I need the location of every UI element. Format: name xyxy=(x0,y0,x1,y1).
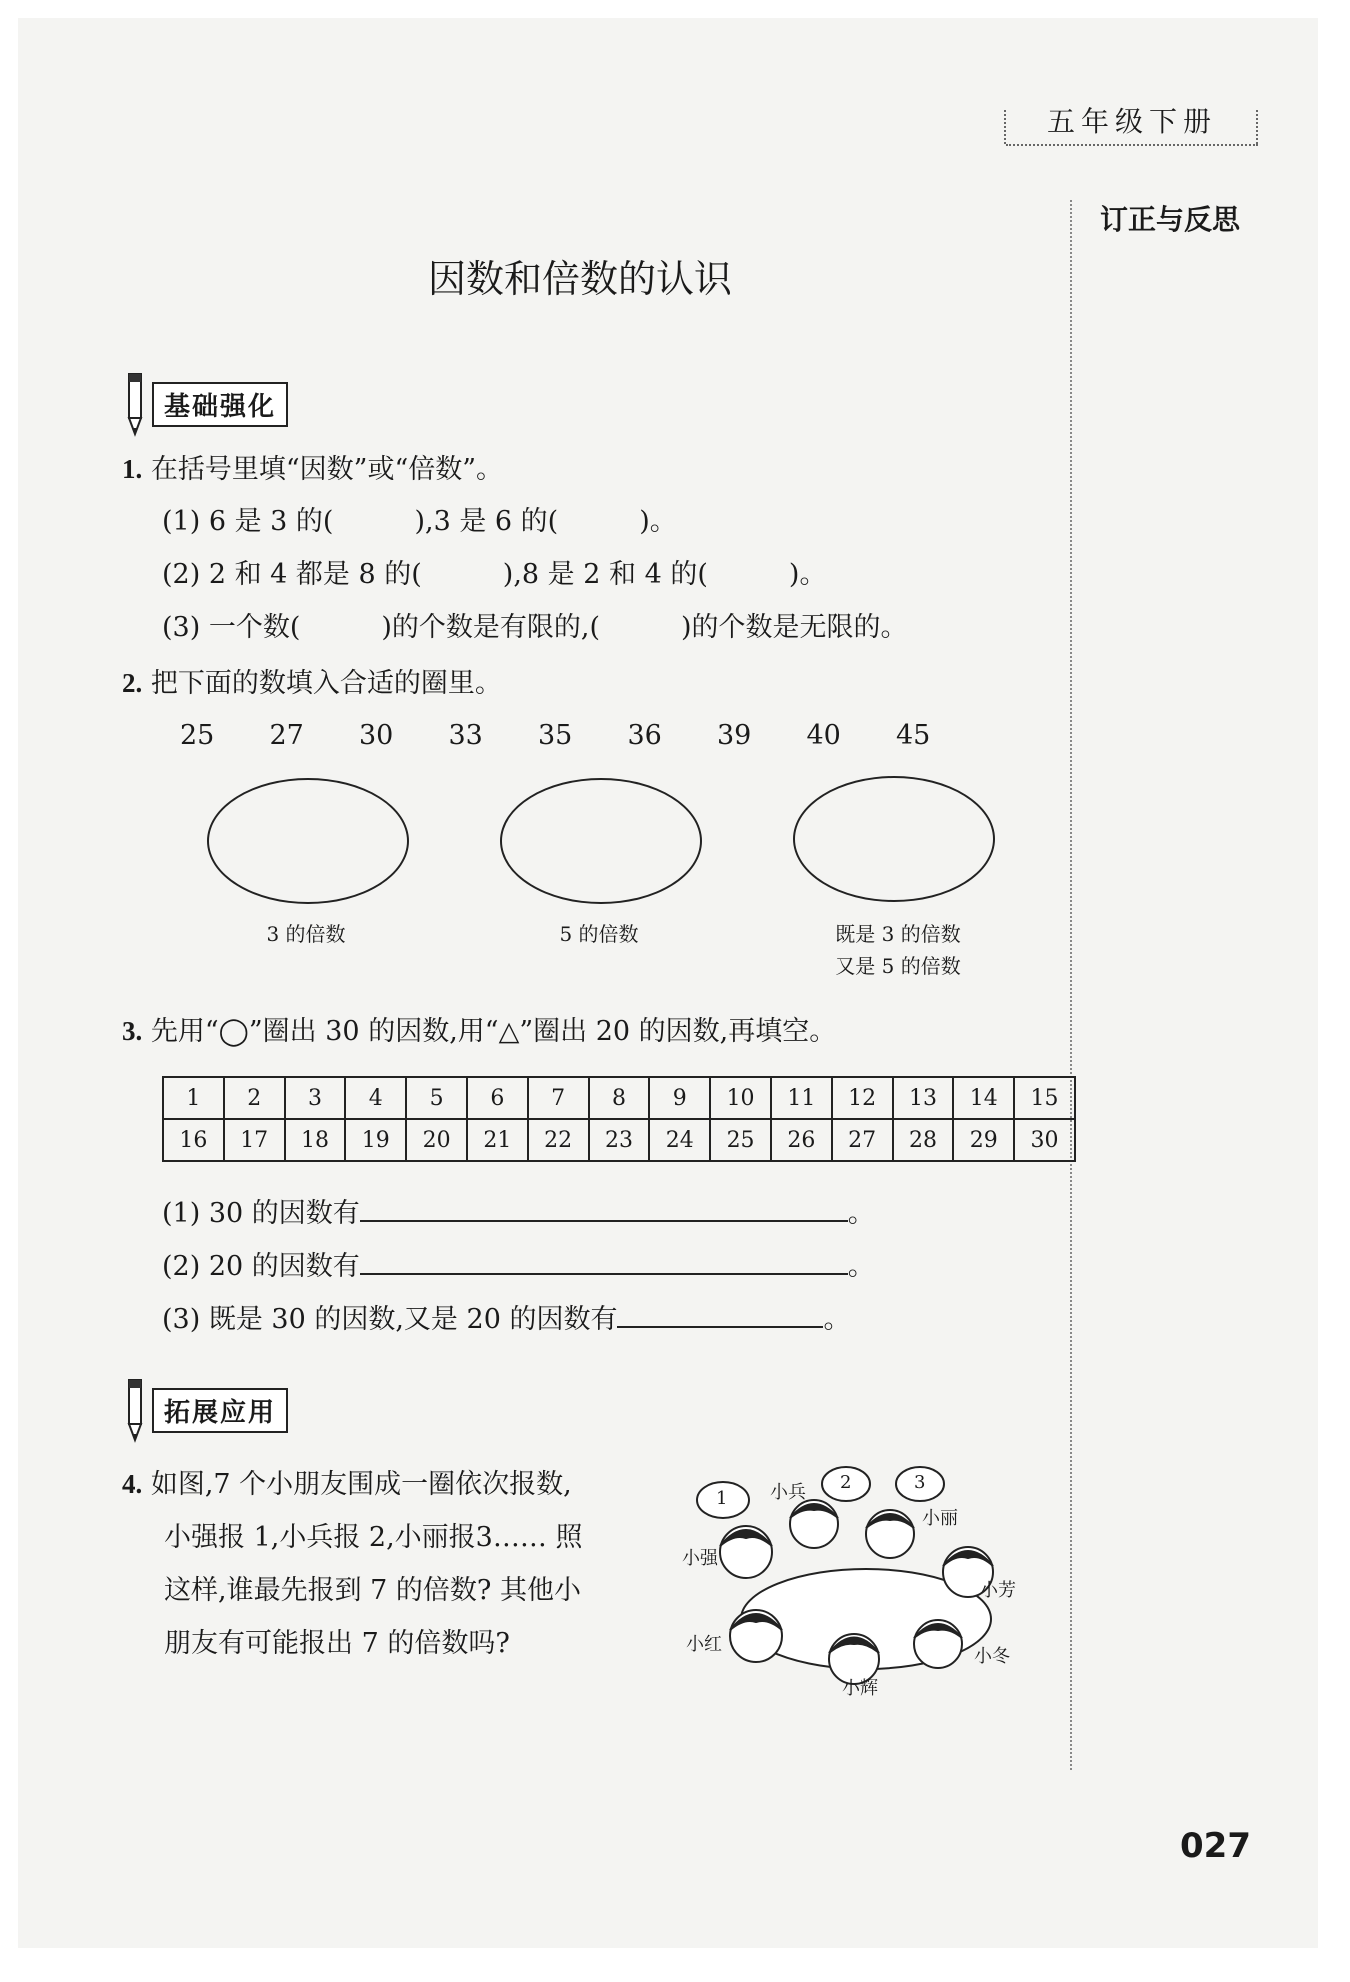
kid-label-hong: 小红 xyxy=(686,1634,722,1655)
grid-cell[interactable]: 8 xyxy=(589,1077,650,1119)
number-item: 45 xyxy=(896,720,931,751)
question-number: 4. xyxy=(122,1469,143,1499)
number-item: 40 xyxy=(806,720,841,751)
section-header-extended xyxy=(122,1390,288,1430)
children-circle-illustration xyxy=(676,1454,1046,1699)
question-4-text xyxy=(122,1458,582,1670)
number-item: 35 xyxy=(538,720,573,751)
question-4-line xyxy=(122,1458,582,1511)
grid-cell[interactable]: 26 xyxy=(771,1119,832,1161)
question-4-line: 小强报 1,小兵报 2,小丽报3…… 照 xyxy=(164,1522,583,1553)
question-4-line: 朋友有可能报出 7 的倍数吗? xyxy=(164,1628,510,1659)
grid-cell[interactable]: 24 xyxy=(649,1119,710,1161)
question-3-item-3 xyxy=(162,1298,850,1339)
kid-label-bing: 小兵 xyxy=(770,1482,806,1503)
fill-prompt: (3) 既是 30 的因数,又是 20 的因数有 xyxy=(162,1304,618,1335)
circle-multiples-of-3[interactable] xyxy=(207,778,409,904)
grid-cell[interactable]: 27 xyxy=(832,1119,893,1161)
section-label-basic: 基础强化 xyxy=(152,382,288,427)
question-text: 在括号里填“因数”或“倍数”。 xyxy=(150,454,504,485)
number-list xyxy=(180,720,986,751)
grade-label: 五年级下册 xyxy=(1006,96,1258,146)
question-text: 先用“◯”圈出 30 的因数,用“△”圈出 20 的因数,再填空。 xyxy=(150,1016,837,1047)
answer-blank[interactable] xyxy=(617,1298,823,1328)
grid-cell[interactable]: 16 xyxy=(163,1119,224,1161)
grid-cell[interactable]: 2 xyxy=(224,1077,285,1119)
question-1-item-3: (3) 一个数( )的个数是有限的,( )的个数是无限的。 xyxy=(162,612,908,643)
question-2-prompt xyxy=(122,664,502,703)
section-label-extended: 拓展应用 xyxy=(152,1388,288,1433)
grid-cell[interactable]: 18 xyxy=(285,1119,346,1161)
grid-cell[interactable]: 29 xyxy=(953,1119,1014,1161)
grid-cell[interactable]: 22 xyxy=(528,1119,589,1161)
grid-cell[interactable]: 1 xyxy=(163,1077,224,1119)
circle-caption-5: 5 的倍数 xyxy=(559,922,639,946)
kid-label-fang: 小芳 xyxy=(980,1580,1016,1601)
grid-cell[interactable]: 12 xyxy=(832,1077,893,1119)
number-item: 25 xyxy=(180,720,215,751)
question-4-line: 这样,谁最先报到 7 的倍数? 其他小 xyxy=(164,1575,581,1606)
number-item: 39 xyxy=(717,720,752,751)
grid-row-1 xyxy=(163,1077,1075,1119)
kid-label-hui: 小辉 xyxy=(842,1678,878,1699)
grid-cell[interactable]: 10 xyxy=(710,1077,771,1119)
grid-cell[interactable]: 17 xyxy=(224,1119,285,1161)
page-title: 因数和倍数的认识 xyxy=(427,257,732,301)
period: 。 xyxy=(823,1304,851,1335)
grid-cell[interactable]: 7 xyxy=(528,1077,589,1119)
grid-cell[interactable]: 6 xyxy=(467,1077,528,1119)
question-text: 把下面的数填入合适的圈里。 xyxy=(150,668,502,699)
kid-label-li: 小丽 xyxy=(922,1508,958,1529)
kid-label-qiang: 小强 xyxy=(682,1548,718,1569)
pencil-icon xyxy=(122,370,148,438)
grid-cell[interactable]: 3 xyxy=(285,1077,346,1119)
pencil-icon xyxy=(122,1376,148,1444)
grid-cell[interactable]: 25 xyxy=(710,1119,771,1161)
grid-cell[interactable]: 20 xyxy=(406,1119,467,1161)
grid-cell[interactable]: 21 xyxy=(467,1119,528,1161)
period: 。 xyxy=(847,1198,875,1229)
question-1-item-1: (1) 6 是 3 的( ),3 是 6 的( )。 xyxy=(162,506,677,537)
question-3-item-1 xyxy=(162,1192,875,1233)
bubble-3: 3 xyxy=(914,1472,926,1493)
question-3-prompt xyxy=(122,1012,836,1051)
question-3-item-2 xyxy=(162,1245,875,1286)
kid-label-dong: 小冬 xyxy=(974,1646,1010,1667)
grid-cell[interactable]: 4 xyxy=(345,1077,406,1119)
fill-prompt: (1) 30 的因数有 xyxy=(162,1198,360,1229)
section-header-basic xyxy=(122,384,288,424)
grid-cell[interactable]: 19 xyxy=(345,1119,406,1161)
text-line: 如图,7 个小朋友围成一圈依次报数, xyxy=(150,1469,572,1500)
grid-cell[interactable]: 14 xyxy=(953,1077,1014,1119)
grid-cell[interactable]: 15 xyxy=(1014,1077,1075,1119)
page-number: 027 xyxy=(1180,1826,1251,1866)
margin-divider xyxy=(1070,200,1072,1770)
question-number: 3. xyxy=(122,1016,143,1046)
answer-blank[interactable] xyxy=(360,1245,848,1275)
grid-row-2 xyxy=(163,1119,1075,1161)
period: 。 xyxy=(847,1251,875,1282)
number-item: 36 xyxy=(627,720,662,751)
number-grid xyxy=(162,1076,1076,1162)
answer-blank[interactable] xyxy=(360,1192,848,1222)
question-1-prompt xyxy=(122,450,503,489)
grid-cell[interactable]: 5 xyxy=(406,1077,467,1119)
grid-cell[interactable]: 23 xyxy=(589,1119,650,1161)
fill-prompt: (2) 20 的因数有 xyxy=(162,1251,360,1282)
grid-cell[interactable]: 28 xyxy=(893,1119,954,1161)
grid-cell[interactable]: 30 xyxy=(1014,1119,1075,1161)
grade-box-left-border xyxy=(1004,110,1008,144)
grade-box-right-border xyxy=(1256,110,1260,144)
circle-caption-3: 3 的倍数 xyxy=(266,922,346,946)
number-item: 30 xyxy=(359,720,394,751)
bubble-2: 2 xyxy=(840,1472,852,1493)
circle-caption-both-line1: 既是 3 的倍数 xyxy=(835,922,961,946)
number-item: 27 xyxy=(269,720,304,751)
grid-cell[interactable]: 11 xyxy=(771,1077,832,1119)
bubble-1: 1 xyxy=(716,1488,728,1509)
question-number: 1. xyxy=(122,454,143,484)
circle-caption-both-line2: 又是 5 的倍数 xyxy=(835,954,961,978)
question-number: 2. xyxy=(122,668,143,698)
grid-cell[interactable]: 9 xyxy=(649,1077,710,1119)
circle-multiples-of-3-and-5[interactable] xyxy=(793,776,995,902)
circle-multiples-of-5[interactable] xyxy=(500,778,702,904)
number-item: 33 xyxy=(448,720,483,751)
question-1-item-2: (2) 2 和 4 都是 8 的( ),8 是 2 和 4 的( )。 xyxy=(162,559,827,590)
reflection-column-label: 订正与反思 xyxy=(1100,203,1241,236)
grid-cell[interactable]: 13 xyxy=(893,1077,954,1119)
